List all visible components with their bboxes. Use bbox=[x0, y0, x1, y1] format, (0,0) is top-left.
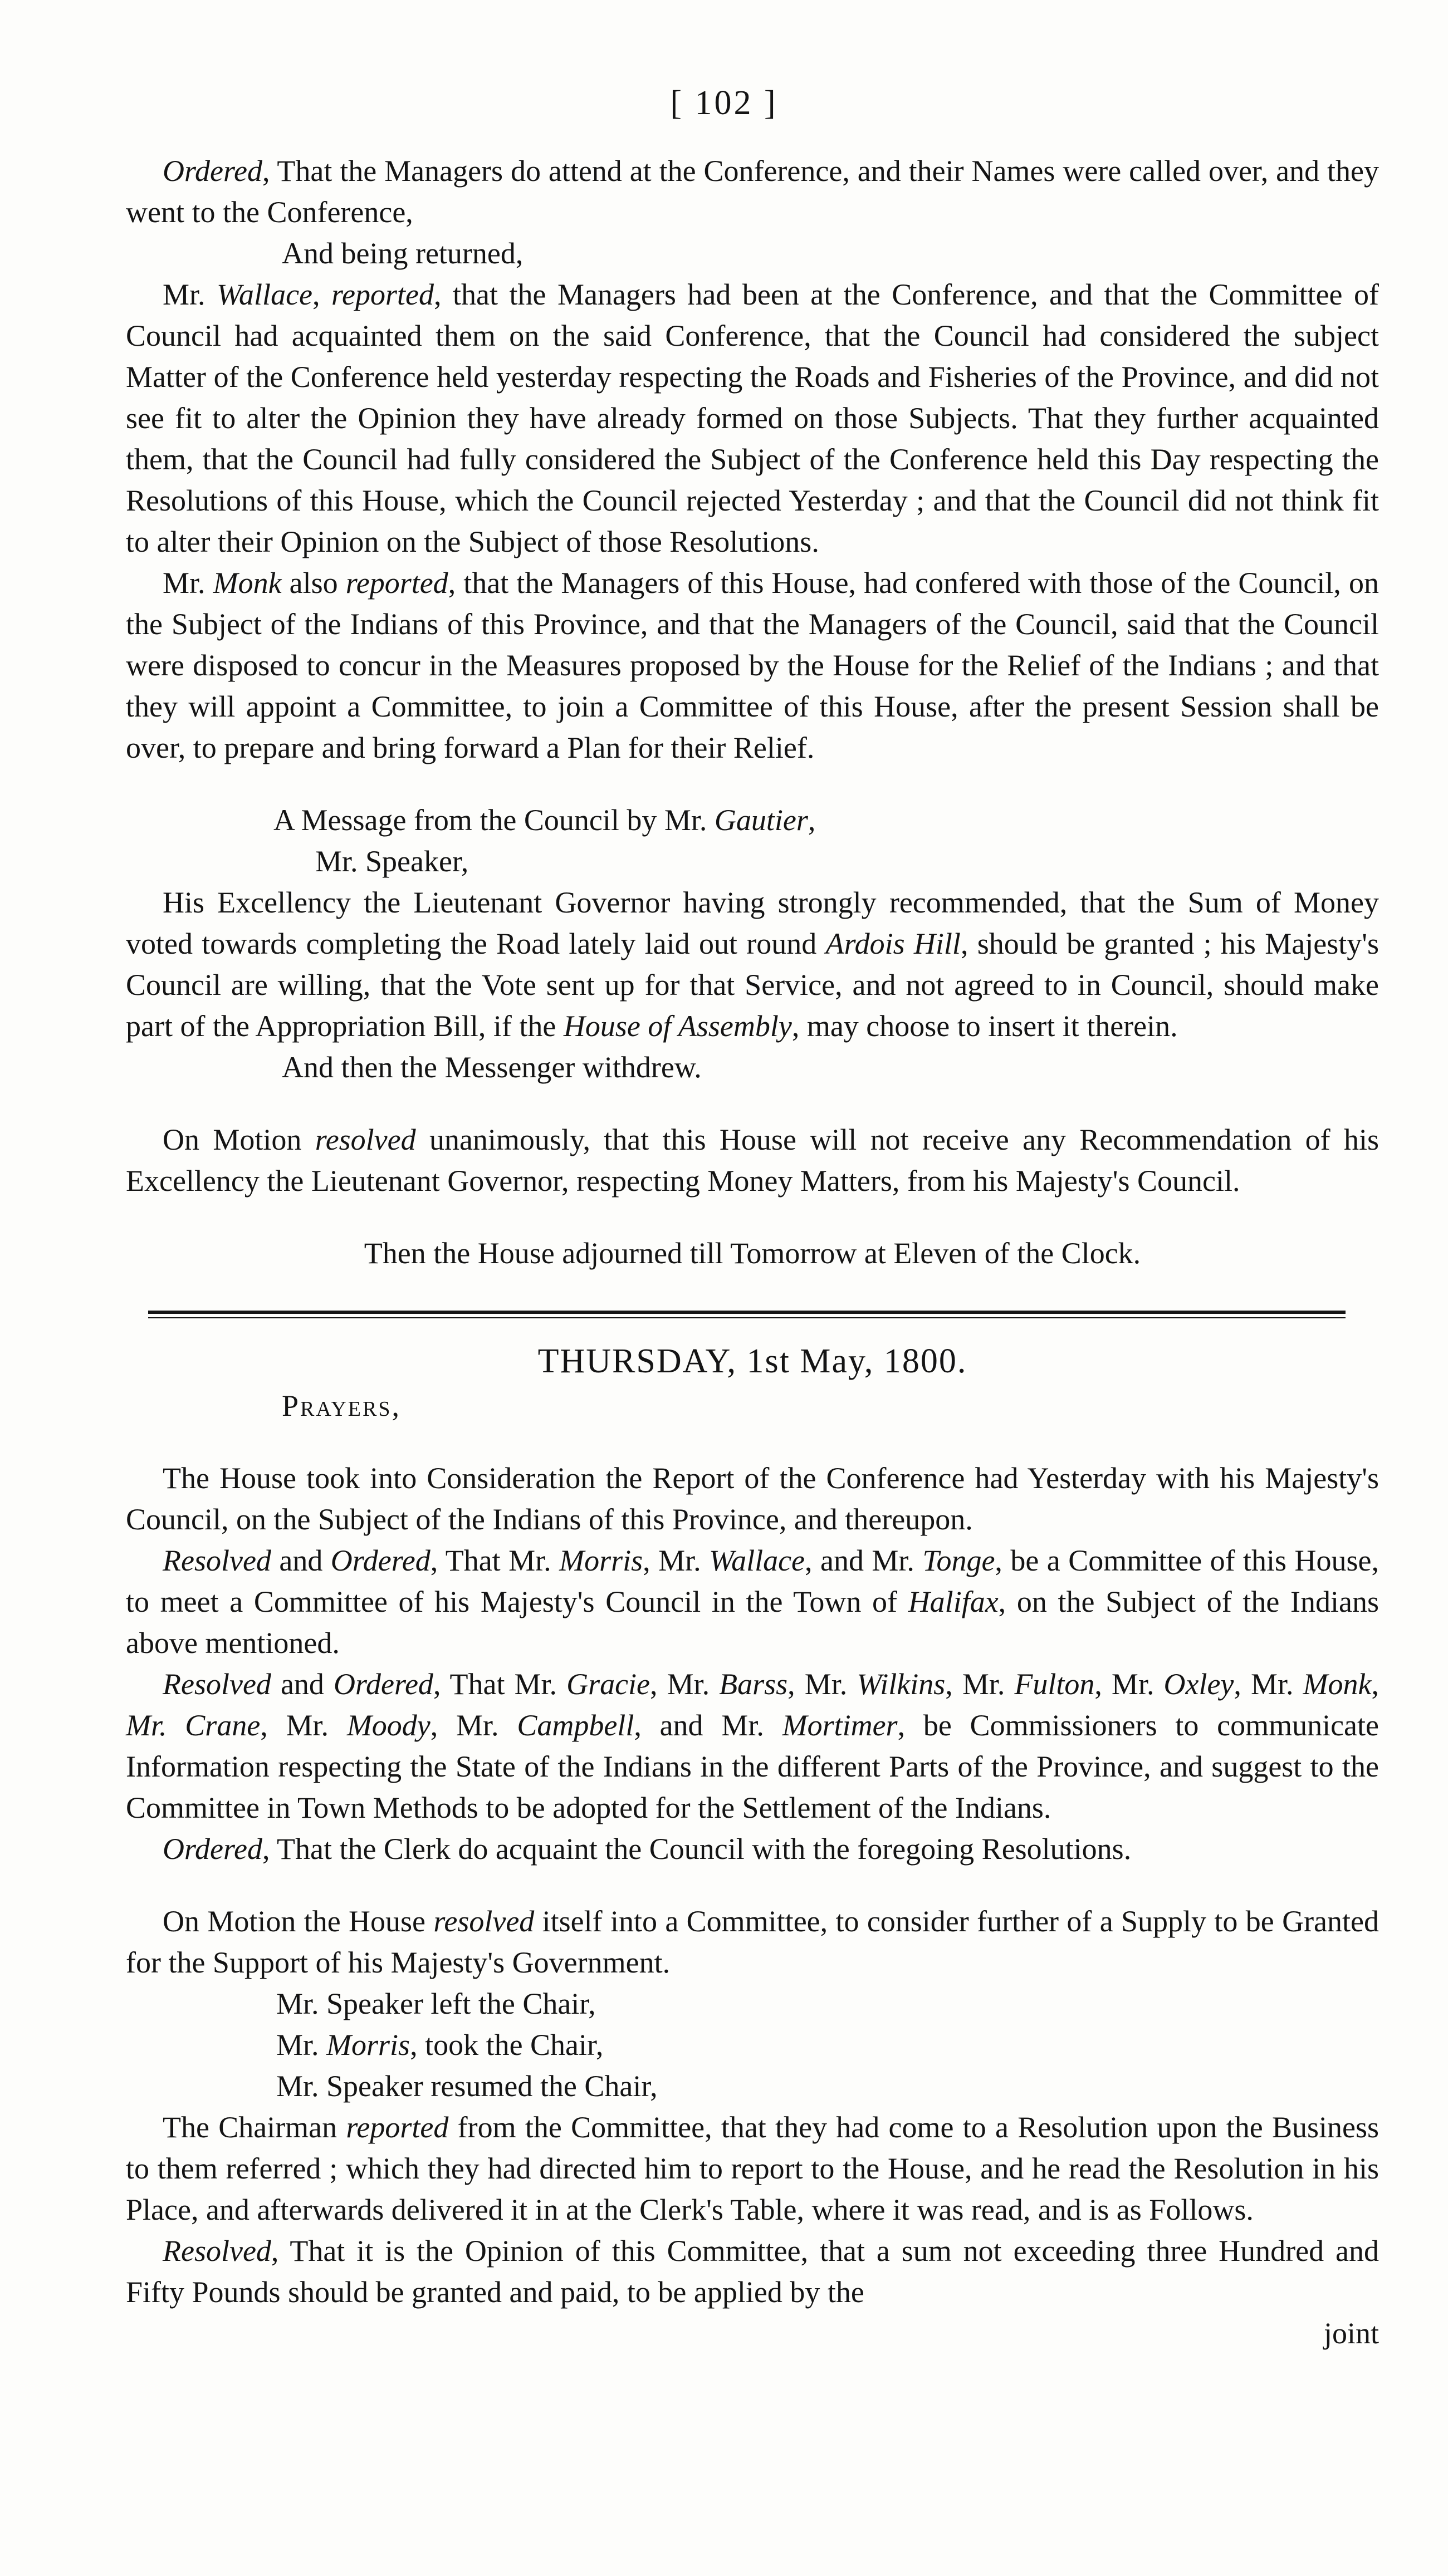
italic-name: Morris bbox=[559, 1544, 643, 1577]
paragraph-motion-unanimous bbox=[126, 1119, 1379, 1201]
paragraph-text: , that the Managers of this House, had confered with those of the Council, on the Subject of the Indians of this Province, and that the Managers of the Council, said that the Council were disposed to concur in the Measures proposed by the House for the Relief of the Indians ; and that they will appoint a Committee, to join a Committee of this House, after the present Session shall be over, to prepare and bring forward a Plan for their Relief. bbox=[126, 566, 1379, 764]
italic-text: Ordered bbox=[330, 1544, 431, 1577]
italic-text: Ordered bbox=[333, 1667, 433, 1701]
paragraph-message-intro bbox=[126, 799, 1379, 841]
paragraph-adjourn: Then the House adjourned till Tomorrow at Eleven of the Clock. bbox=[364, 1237, 1141, 1270]
italic-name: Monk bbox=[1303, 1667, 1372, 1701]
paragraph-commissioners bbox=[126, 1664, 1379, 1828]
italic-name: Wilkins bbox=[857, 1667, 946, 1701]
paragraph-text: , bbox=[1371, 1667, 1379, 1701]
italic-place: Ardois Hill bbox=[825, 927, 961, 960]
paragraph-text: , That Mr. bbox=[433, 1667, 567, 1701]
paragraph-text: , bbox=[808, 803, 816, 837]
paragraph-text: A Message from the Council by Mr. bbox=[273, 803, 715, 837]
paragraph-committee-halifax bbox=[126, 1540, 1379, 1664]
paragraph-text: , be Commissioners to communicate Information respecting the State of the Indians in the different Parts of the Province, and suggest to the Committee in Town Methods to be adopted for the Settlement of the Indians. bbox=[126, 1709, 1379, 1824]
paragraph-chairman-report bbox=[126, 2107, 1379, 2230]
italic-name: Gautier bbox=[714, 803, 808, 837]
paragraph-text: Mr. bbox=[276, 2028, 327, 2062]
paragraph-text: and bbox=[271, 1667, 334, 1701]
paragraph-text: Mr. bbox=[163, 278, 217, 311]
paragraph-text: from the Committee, that they had come to a Resolution upon the Business to them referred ; which they had directed him to report to the House, and he read the Resolution in his Place, and afterwards delivered it in at the Clerk's Table, where it was read, and is as Follows. bbox=[126, 2111, 1379, 2226]
italic-name: Oxley bbox=[1163, 1667, 1234, 1701]
paragraph-text: , That Mr. bbox=[430, 1544, 560, 1577]
italic-name: Monk bbox=[213, 566, 282, 600]
paragraph-text: On Motion bbox=[163, 1123, 315, 1156]
italic-name: Campbell bbox=[517, 1709, 634, 1742]
paragraph-text: , That the Clerk do acquaint the Council with the foregoing Resolutions. bbox=[262, 1832, 1132, 1866]
italic-name: Morris bbox=[326, 2028, 410, 2062]
italic-name: Moody bbox=[346, 1709, 431, 1742]
paragraph-text: On Motion the House bbox=[163, 1905, 434, 1938]
italic-text: Ordered bbox=[163, 1832, 262, 1866]
paragraph-resolved-sum bbox=[126, 2230, 1379, 2313]
paragraph-text: , and Mr. bbox=[805, 1544, 923, 1577]
paragraph-text: , Mr. bbox=[643, 1544, 710, 1577]
italic-name: Wallace bbox=[217, 278, 312, 311]
catchword: joint bbox=[1323, 2317, 1379, 2350]
paragraph-messenger-withdrew: And then the Messenger withdrew. bbox=[282, 1051, 702, 1084]
italic-text: House of Assembly bbox=[563, 1009, 792, 1043]
paragraph-text: , bbox=[312, 278, 332, 311]
paragraph-text: , and Mr. bbox=[634, 1709, 782, 1742]
page-number: [ 102 ] bbox=[670, 84, 778, 122]
paragraph-wallace-report bbox=[126, 274, 1379, 562]
paragraph-speaker-resumed: Mr. Speaker resumed the Chair, bbox=[276, 2069, 658, 2103]
paragraph-text: unanimously, that this House will not receive any Recommendation of his Excellency the Lieutenant Governor, respecting Money Matters, from his Majesty's Council. bbox=[126, 1123, 1379, 1198]
paragraph-supply-committee bbox=[126, 1901, 1379, 1983]
paragraph-text: , may choose to insert it therein. bbox=[791, 1009, 1178, 1043]
italic-name: Mr. Crane bbox=[126, 1709, 261, 1742]
paragraph-text: , Mr. bbox=[430, 1709, 517, 1742]
italic-name: Barss bbox=[719, 1667, 788, 1701]
paragraph-conference-report: The House took into Consideration the Report of the Conference had Yesterday with his Majesty's Council, on the Subject of the Indians of this Province, and thereupon. bbox=[126, 1461, 1379, 1536]
paragraph-being-returned: And being returned, bbox=[282, 237, 524, 270]
paragraph-text: , should be granted ; his Majesty's Council are willing, that the Vote sent up for that Service, and not agreed to in Council, should make part of the Appropriation Bill, if the bbox=[126, 927, 1379, 1043]
paragraph-text: , be a Committee of this House, to meet a Committee of his Majesty's Council in the Town of bbox=[126, 1544, 1379, 1618]
paragraph-text: , That the Managers do attend at the Conference, and their Names were called over, and they went to the Conference, bbox=[126, 154, 1379, 229]
paragraph-text: , Mr. bbox=[650, 1667, 720, 1701]
paragraph-speaker-left: Mr. Speaker left the Chair, bbox=[276, 1987, 596, 2020]
paragraph-clerk-acquaint bbox=[126, 1828, 1379, 1870]
paragraph-text: , that the Managers had been at the Conference, and that the Committee of Council had acquainted them on the said Conference, that the Council had considered the subject Matter of the Conference held yesterday respecting the Roads and Fisheries of the Province, and did not see fit to alter the Opinion they have already formed on those Subjects. That they further acquainted them, that the Council had fully considered the Subject of the Conference held this Day respecting the Resolutions of this House, which the Council rejected Yesterday ; and that the Council did not think fit to alter their Opinion on the Subject of those Resolutions. bbox=[126, 278, 1379, 558]
italic-place: Halifax bbox=[908, 1585, 999, 1618]
paragraph-text: , Mr. bbox=[1234, 1667, 1303, 1701]
paragraph-text: , That it is the Opinion of this Committee, that a sum not exceeding three Hundred and Fifty Pounds should be granted and paid, to be applied by the bbox=[126, 2234, 1379, 2309]
italic-name: Gracie bbox=[566, 1667, 650, 1701]
paragraph-mr-speaker: Mr. Speaker, bbox=[315, 845, 469, 878]
paragraph-text: , on the Subject of the Indians above mentioned. bbox=[126, 1585, 1379, 1660]
italic-name: Mortimer bbox=[782, 1709, 898, 1742]
paragraph-text: Mr. bbox=[163, 566, 213, 600]
paragraph-text: and bbox=[271, 1544, 331, 1577]
day-heading: THURSDAY, 1st May, 1800. bbox=[537, 1342, 967, 1380]
prayers-label: Prayers, bbox=[282, 1389, 401, 1422]
italic-text: reported bbox=[345, 566, 448, 600]
paragraph-text: , took the Chair, bbox=[410, 2028, 604, 2062]
paragraph-text: His Excellency the Lieutenant Governor having strongly recommended, that the Sum of Money voted towards completing the Road lately laid out round bbox=[126, 886, 1379, 960]
italic-text: resolved bbox=[433, 1905, 535, 1938]
paragraph-lieutenant-governor bbox=[126, 882, 1379, 1047]
italic-text: reported bbox=[331, 278, 434, 311]
italic-name: Wallace bbox=[709, 1544, 805, 1577]
section-divider bbox=[148, 1311, 1346, 1318]
italic-text: Resolved bbox=[163, 1544, 271, 1577]
italic-name: Tonge bbox=[922, 1544, 995, 1577]
italic-text: reported bbox=[346, 2111, 449, 2144]
page-body bbox=[126, 150, 1379, 2354]
italic-name: Fulton bbox=[1014, 1667, 1095, 1701]
paragraph-monk-report bbox=[126, 562, 1379, 768]
paragraph-text: , Mr. bbox=[787, 1667, 857, 1701]
italic-text: Ordered bbox=[163, 154, 262, 188]
italic-text: Resolved bbox=[163, 1667, 271, 1701]
italic-text: resolved bbox=[315, 1123, 416, 1156]
paragraph-ordered-managers bbox=[126, 150, 1379, 233]
paragraph-text: also bbox=[281, 566, 346, 600]
paragraph-text: , Mr. bbox=[260, 1709, 347, 1742]
paragraph-text: , Mr. bbox=[945, 1667, 1015, 1701]
paragraph-morris-chair bbox=[126, 2024, 1379, 2065]
paragraph-text: The Chairman bbox=[163, 2111, 346, 2144]
italic-text: Resolved bbox=[163, 2234, 271, 2268]
paragraph-text: , Mr. bbox=[1094, 1667, 1164, 1701]
paragraph-text: itself into a Committee, to consider further of a Supply to be Granted for the Support of his Majesty's Government. bbox=[126, 1905, 1379, 1979]
